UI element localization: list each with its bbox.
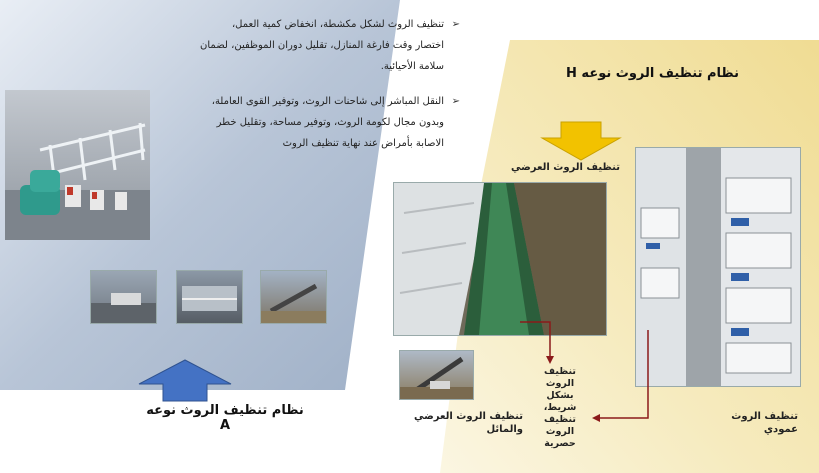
caption-line: الروث <box>545 426 575 437</box>
bullet-line: وبدون مجال لكومة الروث، وتوفير مساحة، وتقليل خطر <box>216 117 444 128</box>
caption-horizontal-inclined <box>405 410 523 436</box>
bullet-line: النقل المباشر إلى شاحنات الروث، وتوفير القوى العاملة، <box>211 96 444 107</box>
caption-vertical <box>718 410 798 436</box>
bullet-line: تنظيف الروث لشكل مكشطة، انخفاض كمية العمل، <box>231 19 444 30</box>
connector-arrowhead-icon <box>546 356 554 364</box>
caption-line: تنظيف <box>544 414 576 425</box>
bullet-line: الاصابة بأمراض عند نهاية تنظيف الروث <box>282 138 444 149</box>
system-h-title: نظام تنظيف الروث نوعه H <box>566 66 739 81</box>
caption-line: عمودي <box>763 424 798 435</box>
check-icon: ➢ <box>451 96 460 107</box>
system-a-title: نظام تنظيف الروث نوعه A <box>146 403 304 433</box>
bullet-line: سلامة الأحيائية. <box>380 61 444 72</box>
caption-belt <box>530 366 590 450</box>
caption-horizontal: تنظيف الروث العرضي <box>510 162 620 173</box>
caption-line: بشكل <box>546 390 574 401</box>
connector-belt <box>520 322 550 360</box>
connector-arrowhead-icon <box>592 414 600 422</box>
bullet-line: اختصار وقت فارغة المنازل، تقليل دوران الموظفين، لضمان <box>200 40 444 51</box>
caption-line: تنظيف <box>544 366 576 377</box>
caption-line: حصرية <box>544 438 576 449</box>
caption-line: تنظيف الروث <box>731 411 798 422</box>
caption-line: والمائل <box>486 424 523 435</box>
connector-vertical <box>598 330 648 418</box>
check-icon: ➢ <box>451 19 460 30</box>
caption-line: شريط، <box>543 402 577 413</box>
caption-line: تنظيف الروث العرضي <box>413 411 523 422</box>
caption-line: الروث <box>545 378 575 389</box>
